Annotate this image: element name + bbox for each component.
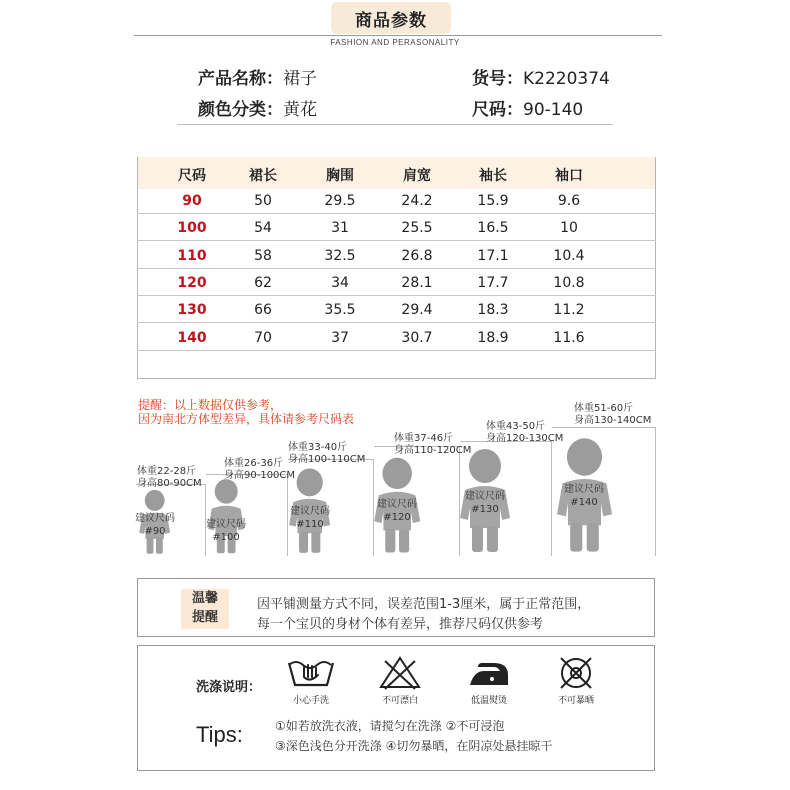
table-row-divider [137,322,656,323]
table-cell: 9.6 [557,193,581,209]
reminder-line-2: 每一个宝贝的身材个体有差异，推荐尺码仅供参考 [257,617,544,632]
reminder-tag-line-1: 温馨 [191,591,218,606]
size-guide-weight: 体重51-60斤 [574,403,634,414]
table-cell: 17.7 [477,274,509,291]
reminder-tag-line-2: 提醒 [191,610,218,625]
size-guide-suggestion [554,483,614,509]
size-guide-suggestion [280,505,340,531]
size-guide-suggestion [196,518,256,544]
table-cell: 34 [331,274,349,291]
size-guide-weight-height [288,442,365,466]
size-guide-suggest-label: 建议尺码 [377,499,417,510]
table-cell: 10 [560,220,578,237]
table-header-cell: 裙长 [249,168,277,184]
size-guide-height: 身高80-90CM [137,478,202,489]
size-guide-weight: 体重22-28斤 [137,466,197,477]
tips-label: Tips: [196,722,243,747]
notice-line-2: 因为南北方体型差异，具体请参考尺码表 [138,412,355,426]
table-cell: 11.2 [553,302,585,319]
size-guide-suggest-label: 建议尺码 [206,519,246,530]
table-cell: 18.9 [477,329,509,346]
table-header-cell: 尺码 [178,168,206,184]
size-guide-suggest-label: 建议尺码 [564,484,604,495]
size-guide-suggestion [455,490,515,516]
table-cell: 32.5 [324,247,356,264]
table-size-cell: 130 [177,302,207,319]
product-name [198,64,317,89]
table-cell: 16.5 [477,220,509,237]
table-header-cell: 袖口 [555,168,583,184]
product-color [198,95,317,120]
table-cell: 31 [331,220,349,237]
table-row-divider [137,295,656,296]
tip-line-1: ①如若放洗衣液，请搅匀在洗涤 ②不可浸泡 [275,719,505,733]
table-cell: 10.8 [553,274,585,291]
table-cell: 58 [254,247,272,264]
table-cell: 54 [254,220,272,237]
size-guide-height: 身高90-100CM [224,470,296,481]
table-size-cell: 90 [182,193,202,209]
size-guide-weight-height [137,466,202,490]
wash-caption: 低温熨烫 [470,696,507,706]
size-guide-height: 身高110-120CM [394,445,472,456]
size-guide-suggest-label: 建议尺码 [290,506,330,517]
tip-line-2: ③深色浅色分开洗涤 ④切勿暴晒，在阴凉处悬挂晾干 [275,739,553,753]
size-guide-suggestion [367,498,427,524]
size-guide-height: 身高130-140CM [574,415,652,426]
size-guide-weight: 体重43-50斤 [486,421,546,432]
table-cell: 66 [254,302,272,319]
size-guide-size: #90 [144,526,166,537]
table-row-divider [137,240,656,241]
table-header-cell: 肩宽 [403,168,431,184]
wash-caption: 不可暴晒 [557,696,594,706]
table-cell: 30.7 [401,329,433,346]
wash-title: 洗涤说明： [196,680,262,695]
page-subtitle: FASHION AND PERASONALITY [330,38,460,47]
size-guide-suggest-label: 建议尺码 [465,491,505,502]
table-cell: 25.5 [401,220,433,237]
notice-line-1: 提醒：以上数据仅供参考， [138,398,283,412]
size-guide-size: #100 [212,532,240,543]
table-size-cell: 120 [177,274,207,291]
table-row-divider [137,268,656,269]
table-cell: 28.1 [401,274,433,291]
table-cell: 26.8 [401,247,433,264]
size-guide-size: #110 [296,519,324,530]
no-sun-icon [554,655,598,691]
table-size-cell: 100 [177,220,207,237]
table-row-divider [137,213,656,214]
page-title: 商品参数 [331,2,451,34]
table-size-cell: 140 [177,329,207,346]
table-header-cell: 胸围 [326,168,354,184]
table-cell: 17.1 [477,247,509,264]
table-header-cell: 袖长 [479,168,507,184]
table-cell: 62 [254,274,272,291]
product-name-label: 产品名称： [198,69,283,89]
table-cell: 10.4 [553,247,585,264]
size-guide-suggestion [125,512,185,538]
size-guide-weight: 体重37-46斤 [394,433,454,444]
product-size-label: 尺码： [472,100,523,120]
table-row-divider [137,350,656,351]
table-size-cell: 110 [177,247,207,264]
size-guide-weight-height [574,403,651,427]
product-size [472,95,583,120]
product-name-value: 裙子 [283,69,317,89]
low-iron-icon [466,655,512,691]
size-guide-size: #120 [383,512,411,523]
product-sku-value: K2220374 [523,69,610,89]
size-guide-height: 身高100-110CM [288,454,366,465]
table-cell: 50 [254,193,272,209]
no-bleach-icon [378,655,422,691]
product-color-label: 颜色分类： [198,100,283,120]
table-cell: 15.9 [477,193,509,209]
table-cell: 70 [254,329,272,346]
size-guide-size: #130 [471,504,499,515]
size-guide-weight: 体重26-36斤 [224,458,284,469]
product-sku-label: 货号： [472,69,523,89]
table-cell: 29.5 [324,193,356,209]
reminder-line-1: 因平铺测量方式不同，误差范围1-3厘米，属于正常范围， [257,597,591,612]
size-guide-weight: 体重33-40斤 [288,442,348,453]
table-cell: 18.3 [477,302,509,319]
product-size-value: 90-140 [523,100,584,120]
table-cell: 11.6 [553,329,585,346]
product-sku [472,64,610,89]
size-guide-size: #140 [570,497,598,508]
table-cell: 37 [331,329,349,346]
hand-wash-icon [286,655,336,691]
product-color-value: 黄花 [283,100,317,120]
wash-caption: 小心手洗 [292,696,329,706]
child-silhouette-icon [201,477,251,556]
table-cell: 24.2 [401,193,433,209]
reminder-tag [181,589,229,629]
wash-caption: 不可漂白 [381,696,418,706]
info-divider [177,124,613,125]
table-cell: 29.4 [401,302,433,319]
size-guide-suggest-label: 建议尺码 [135,513,175,524]
table-cell: 35.5 [324,302,356,319]
size-guide-height: 身高120-130CM [486,433,564,444]
title-divider [134,35,662,36]
